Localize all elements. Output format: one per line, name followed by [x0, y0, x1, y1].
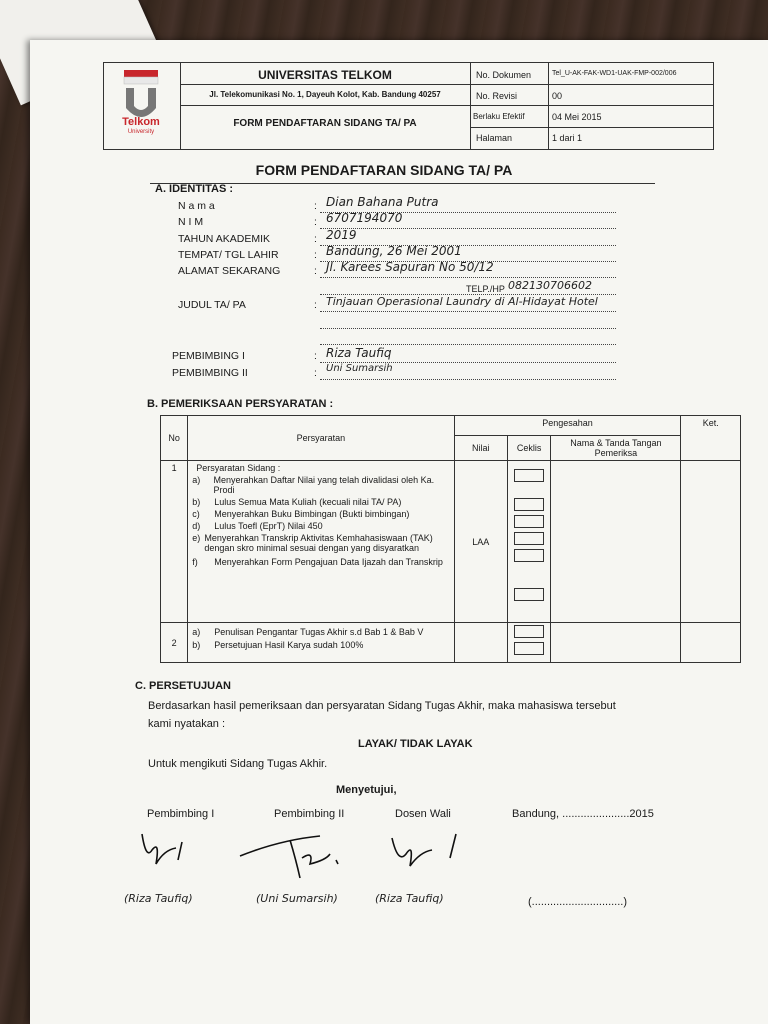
- nama-label: N a m a: [178, 200, 215, 212]
- col-nama-tanda-header: Nama & Tanda Tangan Pemeriksa: [551, 436, 681, 461]
- section-b-heading: B. PEMERIKSAAN PERSYARATAN :: [147, 398, 334, 410]
- item-text: Menyerahkan Daftar Nilai yang telah divalidasi oleh Ka. Prodi: [213, 475, 435, 495]
- nama-value: Dian Bahana Putra: [326, 195, 439, 209]
- nim-dotline: [320, 228, 616, 229]
- pembimbing1-value: Riza Taufiq: [326, 346, 392, 360]
- col-nilai-header: Nilai: [454, 436, 507, 461]
- judul-label: JUDUL TA/ PA: [178, 299, 246, 311]
- place-date: Bandung, ......................2015: [512, 808, 654, 820]
- row2-ket: [681, 623, 741, 663]
- telp-value: 082130706602: [508, 279, 592, 292]
- item-key: d): [192, 521, 201, 531]
- meta-value-halaman: 1 dari 1: [552, 133, 583, 143]
- nim-value: 6707194070: [326, 211, 403, 225]
- alamat-value: Jl. Karees Sapuran No 50/12: [326, 260, 494, 274]
- header-form-title: FORM PENDAFTARAN SIDANG TA/ PA: [233, 118, 417, 129]
- approval-paragraph-line2: kami nyatakan :: [148, 718, 226, 730]
- checkbox[interactable]: [514, 469, 544, 482]
- signature-name-pembimbing1: (Riza Taufiq): [124, 892, 193, 905]
- colon: :: [314, 216, 317, 228]
- pembimbing2-label: PEMBIMBING II: [172, 367, 248, 379]
- item-text: Menyerahkan Form Pengajuan Data Ijazah dan Transkrip: [214, 557, 443, 567]
- colon: :: [314, 350, 317, 362]
- signature-title-dosen-wali: Dosen Wali: [395, 808, 451, 820]
- colon: :: [314, 367, 317, 379]
- colon: :: [314, 233, 317, 245]
- item-text: Persetujuan Hasil Karya sudah 100%: [214, 640, 364, 650]
- signature-dosen-wali: [392, 834, 456, 866]
- list-item: [192, 640, 449, 650]
- item-text: Lulus Semua Mata Kuliah (kecuali nilai TA/ PA): [214, 497, 402, 507]
- item-key: b): [192, 497, 201, 507]
- row2-ceklis: [507, 623, 550, 663]
- list-item: [192, 475, 449, 495]
- list-item: [192, 497, 449, 507]
- ttl-value: Bandung, 26 Mei 2001: [326, 244, 462, 258]
- checkbox[interactable]: [514, 515, 544, 528]
- verdict-text: LAYAK/ TIDAK LAYAK: [358, 738, 473, 750]
- nim-label: N I M: [178, 216, 204, 228]
- item-key: e): [192, 533, 201, 543]
- pembimbing2-dotline: [320, 379, 616, 380]
- approval-paragraph-line3: Untuk mengikuti Sidang Tugas Akhir.: [148, 758, 328, 770]
- col-no-header: No: [161, 416, 188, 461]
- signature-name-dosen-wali: (Riza Taufiq): [375, 892, 444, 905]
- university-address: Jl. Telekomunikasi No. 1, Dayeuh Kolot, Kab. Bandung 40257: [209, 90, 441, 99]
- row2-nama-tanda: [551, 623, 681, 663]
- signature-pembimbing1: [142, 834, 182, 864]
- row1-nilai: LAA: [454, 461, 507, 623]
- item-key: c): [192, 509, 200, 519]
- item-key: a): [192, 627, 201, 637]
- list-item: [192, 509, 449, 519]
- telkom-university-logo: [110, 68, 172, 140]
- col-pengesahan-header: Pengesahan: [454, 416, 681, 436]
- signature-name-blank: (..............................): [528, 896, 628, 908]
- row1-nama-tanda: [551, 461, 681, 623]
- judul-dotline-3: [320, 344, 616, 345]
- meta-label-revisi: No. Revisi: [476, 91, 518, 101]
- item-key: b): [192, 640, 201, 650]
- item-text: Penulisan Pengantar Tugas Akhir s.d Bab 1 & Bab V: [214, 627, 424, 637]
- item-text: Lulus Toefl (EprT) Nilai 450: [214, 521, 323, 531]
- signature-title-pembimbing1: Pembimbing I: [147, 808, 215, 820]
- checkbox[interactable]: [514, 588, 544, 601]
- list-item: [192, 521, 449, 531]
- table-row: [161, 623, 741, 663]
- signature-title-pembimbing2: Pembimbing II: [274, 808, 345, 820]
- alamat-dotline: [320, 277, 616, 278]
- row2-no: 2: [161, 623, 188, 663]
- colon: :: [314, 249, 317, 261]
- signature-name-pembimbing2: (Uni Sumarsih): [256, 892, 338, 905]
- row1-persyaratan: [188, 461, 454, 623]
- requirements-table: [160, 415, 741, 663]
- colon: :: [314, 299, 317, 311]
- approval-paragraph-line1: Berdasarkan hasil pemeriksaan dan persyaratan Sidang Tugas Akhir, maka mahasiswa tersebut: [148, 700, 616, 712]
- menyetujui-label: Menyetujui,: [336, 784, 397, 796]
- list-item: [192, 557, 449, 567]
- tahun-akademik-label: TAHUN AKADEMIK: [178, 233, 270, 245]
- checkbox[interactable]: [514, 549, 544, 562]
- section-a-heading: A. IDENTITAS :: [155, 183, 234, 195]
- judul-dotline-1: [320, 311, 616, 312]
- col-ceklis-header: Ceklis: [507, 436, 550, 461]
- meta-value-revisi: 00: [552, 91, 563, 101]
- meta-label-halaman: Halaman: [476, 133, 513, 143]
- logo-subtext: University: [127, 129, 155, 135]
- list-item: [192, 533, 449, 553]
- list-item: [192, 627, 449, 637]
- pembimbing2-value: Uni Sumarsih: [326, 363, 393, 374]
- row1-no: 1: [161, 461, 188, 623]
- university-name: UNIVERSITAS TELKOM: [258, 68, 392, 82]
- item-text: Menyerahkan Transkrip Aktivitas Kemhahasiswaan (TAK) dengan skro minimal sesuai dengan yang disyaratkan: [204, 533, 433, 553]
- checkbox[interactable]: [514, 532, 544, 545]
- judul-dotline-2: [320, 328, 616, 329]
- judul-value: Tinjauan Operasional Laundry di Al-Hidayat Hotel: [326, 295, 598, 308]
- colon: :: [314, 265, 317, 277]
- meta-label-berlaku: Berlaku Efektif: [473, 112, 525, 121]
- section-c-heading: C. PERSETUJUAN: [135, 680, 231, 692]
- row2-nilai: [454, 623, 507, 663]
- row1-title: Persyaratan Sidang :: [196, 463, 281, 473]
- row1-ket: [681, 461, 741, 623]
- item-key: f): [192, 557, 198, 567]
- col-persyaratan-header: Persyaratan: [188, 416, 454, 461]
- checkbox[interactable]: [514, 625, 544, 638]
- row2-persyaratan: [188, 623, 454, 663]
- meta-label-dokumen: No. Dokumen: [476, 70, 532, 80]
- tahun-value: 2019: [326, 228, 357, 242]
- checkbox[interactable]: [514, 498, 544, 511]
- row1-ceklis: [507, 461, 550, 623]
- alamat-label: ALAMAT SEKARANG: [178, 265, 281, 277]
- colon: :: [314, 200, 317, 212]
- item-text: Menyerahkan Buku Bimbingan (Bukti bimbingan): [214, 509, 410, 519]
- handwritten-signatures: [130, 820, 490, 880]
- logo-text: Telkom: [122, 116, 160, 128]
- telp-label: TELP./HP: [466, 284, 505, 294]
- meta-value-dokumen: Tel_U-AK-FAK-WD1-UAK-FMP-002/006: [552, 70, 677, 77]
- col-ket-header: Ket.: [681, 416, 741, 461]
- page-title: FORM PENDAFTARAN SIDANG TA/ PA: [255, 162, 513, 178]
- checkbox[interactable]: [514, 642, 544, 655]
- signature-pembimbing2: [240, 836, 338, 878]
- item-key: a): [192, 475, 201, 485]
- pembimbing1-label: PEMBIMBING I: [172, 350, 245, 362]
- table-row: [161, 461, 741, 623]
- meta-value-berlaku: 04 Mei 2015: [552, 112, 602, 122]
- tempat-tgl-lahir-label: TEMPAT/ TGL LAHIR: [178, 249, 279, 261]
